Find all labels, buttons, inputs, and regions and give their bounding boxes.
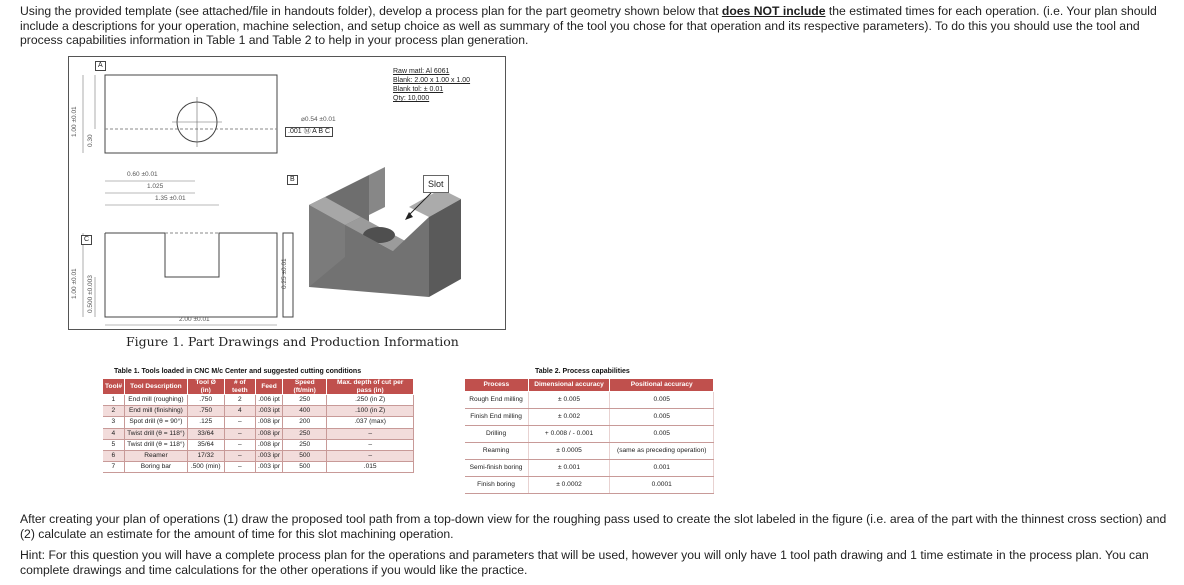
table-cell: .008 ipr: [256, 428, 283, 439]
table1-row: [103, 395, 414, 406]
table-cell: End mill (finishing): [125, 406, 188, 417]
table-cell: .003 ipt: [256, 406, 283, 417]
table-cell: Drilling: [465, 426, 529, 443]
table-cell: –: [327, 428, 414, 439]
part-drawing: [68, 56, 506, 330]
dim-025: 0.25 ±0.01: [281, 258, 288, 289]
dim-030: 0.30: [87, 134, 94, 147]
table-cell: .750: [187, 406, 224, 417]
table-cell: 0.0001: [610, 477, 714, 494]
datum-a: A: [95, 61, 106, 71]
datum-b: B: [287, 175, 298, 185]
table1-header: Speed (ft/min): [283, 379, 327, 395]
table1-row: [103, 451, 414, 462]
intro-emphasis: does NOT include: [721, 4, 826, 18]
dim-1025: 1.025: [147, 183, 164, 190]
table1-header: # of teeth: [224, 379, 255, 395]
table-cell: .008 ipr: [256, 417, 283, 428]
table-cell: 500: [283, 451, 327, 462]
capabilities-table: [464, 378, 714, 494]
table1-header-row: [103, 379, 414, 395]
table-cell: Semi-finish boring: [465, 460, 529, 477]
table1-header: Tool Ø (in): [187, 379, 224, 395]
intro-text-after: the estimated times for each operation. (i.e. Your plan should include a descriptions for your operation, machine selection, and setup choice as well as summary of the tool you chose for that operation and its respective parameters). To do this you should use the tool and process capabilities information in Table 1 and Table 2 to help in your process plan generation.: [20, 4, 1157, 48]
tools-table: [102, 378, 414, 473]
table-cell: –: [224, 462, 255, 473]
table1-header: Tool#: [103, 379, 125, 395]
table1-row: [103, 439, 414, 450]
table-cell: ± 0.0002: [528, 477, 610, 494]
table-cell: ± 0.005: [528, 392, 610, 409]
table1-row: [103, 417, 414, 428]
table-cell: Boring bar: [125, 462, 188, 473]
material-info: [393, 67, 470, 103]
table-cell: .015: [327, 462, 414, 473]
table-cell: Reaming: [465, 443, 529, 460]
table2-header: Process: [465, 379, 529, 392]
table1-caption: Table 1. Tools loaded in CNC M/c Center and suggested cutting conditions: [114, 368, 362, 375]
table-cell: ± 0.0005: [528, 443, 610, 460]
dim-100-top: 1.00 ±0.01: [71, 106, 78, 137]
table-cell: –: [224, 428, 255, 439]
table-cell: 400: [283, 406, 327, 417]
table1-row: [103, 428, 414, 439]
table-cell: ± 0.001: [528, 460, 610, 477]
table-cell: 500: [283, 462, 327, 473]
quantity: Qty: 10,000: [393, 95, 430, 102]
table-cell: 200: [283, 417, 327, 428]
dim-0500: 0.500 ±0.003: [87, 275, 94, 313]
intro-text-before: Using the provided template (see attached/file in handouts folder), develop a process plan for the part geometry shown below that: [20, 4, 722, 18]
table-cell: ± 0.002: [528, 409, 610, 426]
table-cell: –: [327, 451, 414, 462]
table2-row: [465, 426, 714, 443]
table-cell: Finish boring: [465, 477, 529, 494]
table-cell: End mill (roughing): [125, 395, 188, 406]
table-cell: 35/64: [187, 439, 224, 450]
table-cell: 0.005: [610, 409, 714, 426]
table-cell: .003 ipr: [256, 462, 283, 473]
table-cell: 4: [103, 428, 125, 439]
dim-135: 1.35 ±0.01: [155, 195, 186, 202]
table-cell: .100 (in Z): [327, 406, 414, 417]
intro-paragraph: [20, 4, 1178, 48]
table-cell: 5: [103, 439, 125, 450]
table1-header: Tool Description: [125, 379, 188, 395]
blank-tolerance: Blank tol: ± 0.01: [393, 86, 444, 93]
table-cell: 2: [103, 406, 125, 417]
table-cell: –: [327, 439, 414, 450]
table-cell: 0.001: [610, 460, 714, 477]
table-cell: Twist drill (θ = 118°): [125, 439, 188, 450]
dim-100-bot: 1.00 ±0.01: [71, 268, 78, 299]
figure-caption: Figure 1. Part Drawings and Production Information: [126, 334, 459, 349]
table-cell: 33/64: [187, 428, 224, 439]
table-cell: .250 (in Z): [327, 395, 414, 406]
table-cell: 250: [283, 439, 327, 450]
table2-header: Dimensional accuracy: [528, 379, 610, 392]
table-cell: .006 ipt: [256, 395, 283, 406]
table1-row: [103, 462, 414, 473]
table-cell: .037 (max): [327, 417, 414, 428]
table-cell: –: [224, 451, 255, 462]
dim-200: 2.00 ±0.01: [179, 316, 210, 323]
table2-header-row: [465, 379, 714, 392]
hole-dimension: ⌀0.54 ±0.01: [301, 116, 336, 123]
table-cell: .125: [187, 417, 224, 428]
table-cell: –: [224, 439, 255, 450]
table-cell: .750: [187, 395, 224, 406]
table-cell: Rough End milling: [465, 392, 529, 409]
table-cell: .003 ipr: [256, 451, 283, 462]
table-cell: –: [224, 417, 255, 428]
table2-row: [465, 443, 714, 460]
blank-size: Blank: 2.00 x 1.00 x 1.00: [393, 77, 471, 84]
table-cell: 250: [283, 428, 327, 439]
table-cell: Twist drill (θ = 118°): [125, 428, 188, 439]
table-cell: 4: [224, 406, 255, 417]
datum-c: C: [81, 235, 92, 245]
table2-row: [465, 477, 714, 494]
table2-caption: Table 2. Process capabilities: [535, 368, 630, 375]
table-cell: 2: [224, 395, 255, 406]
table-cell: 6: [103, 451, 125, 462]
table-cell: Finish End milling: [465, 409, 529, 426]
table2-header: Positional accuracy: [610, 379, 714, 392]
table2-row: [465, 409, 714, 426]
table-cell: 250: [283, 395, 327, 406]
table2-row: [465, 392, 714, 409]
table1-row: [103, 406, 414, 417]
table1-header: Feed: [256, 379, 283, 395]
table-cell: 1: [103, 395, 125, 406]
table-cell: .500 (min): [187, 462, 224, 473]
table-cell: 0.005: [610, 392, 714, 409]
table-cell: .008 ipr: [256, 439, 283, 450]
raw-material: Raw matl: Al 6061: [393, 68, 450, 75]
dim-060: 0.60 ±0.01: [127, 171, 158, 178]
slot-label: Slot: [423, 175, 449, 193]
table-cell: + 0.008 / - 0.001: [528, 426, 610, 443]
table-cell: (same as preceding operation): [610, 443, 714, 460]
table2-row: [465, 460, 714, 477]
feature-control-frame: .001 Ⓜ A B C: [285, 127, 333, 137]
hint-paragraph: Hint: For this question you will have a complete process plan for the operations and parameters that will be used, however you will only have 1 tool path drawing and 1 time estimate in the process plan. You can complete drawings and time calculations for the other operations if you would like the practice.: [20, 548, 1149, 577]
table1-header: Max. depth of cut per pass (in): [327, 379, 414, 395]
table-cell: 7: [103, 462, 125, 473]
table-cell: 0.005: [610, 426, 714, 443]
table-cell: Reamer: [125, 451, 188, 462]
table-cell: 17/32: [187, 451, 224, 462]
table-cell: Spot drill (θ = 90°): [125, 417, 188, 428]
instructions-paragraph: After creating your plan of operations (1) draw the proposed tool path from a top-down view for the roughing pass used to create the slot labeled in the figure (i.e. area of the part with the thinnest cross section) and (2) calculate an estimate for the amount of time for this slot machining operation.: [20, 512, 1167, 541]
table-cell: 3: [103, 417, 125, 428]
